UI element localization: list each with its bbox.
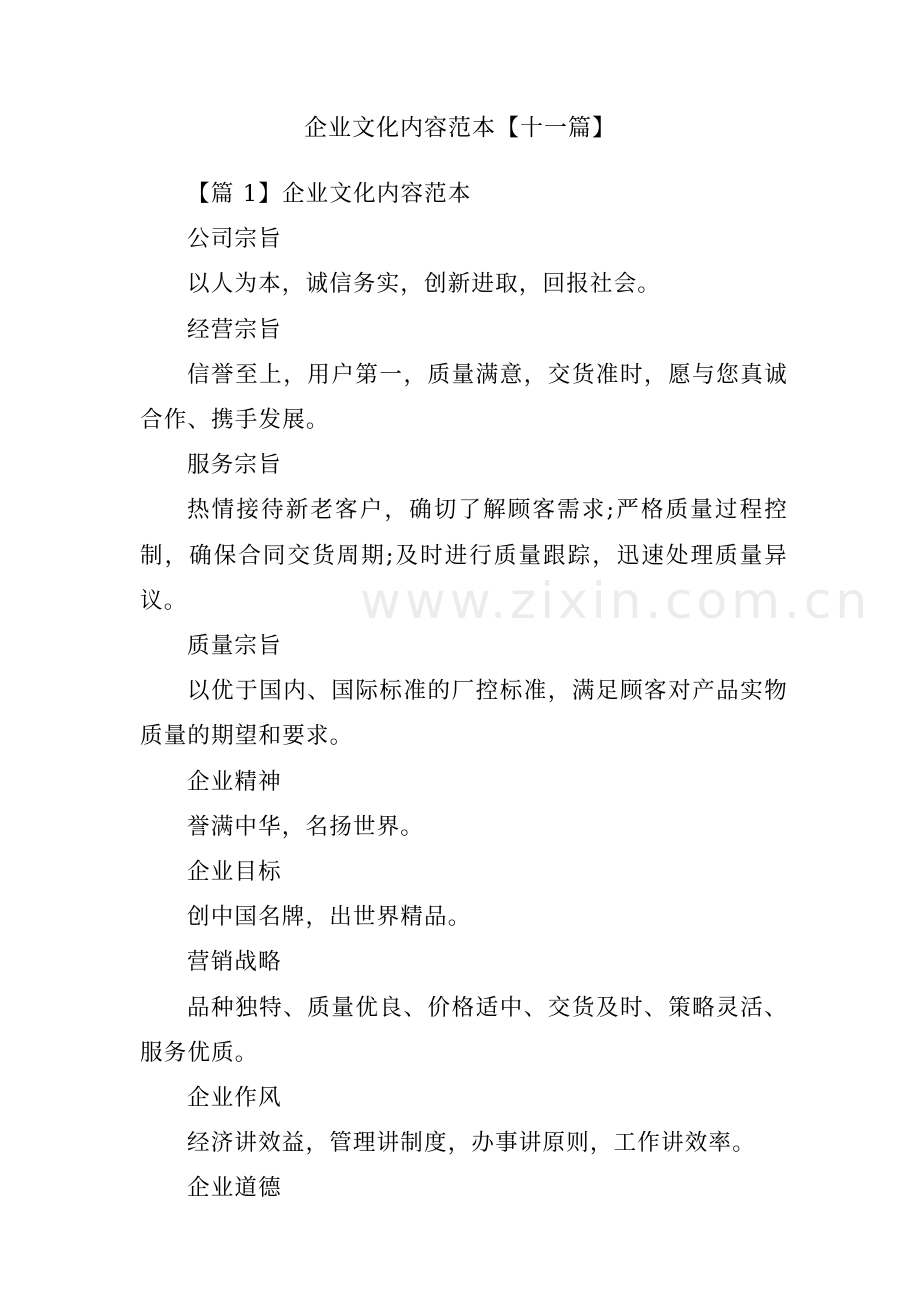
document-body [140, 172, 788, 1212]
paragraph: 誉满中华，名扬世界。 [187, 813, 425, 840]
paragraph: 质量宗旨 [187, 633, 282, 660]
paragraph: 企业精神 [187, 768, 282, 795]
paragraph: 品种独特、质量优良、价格适中、交货及时、策略灵活、服务优质。 [140, 994, 788, 1066]
paragraph: 公司宗旨 [187, 226, 282, 253]
paragraph: 经营宗旨 [187, 316, 282, 343]
paragraph: 企业作风 [187, 1085, 282, 1112]
paragraph: 热情接待新老客户，确切了解顾客需求;严格质量过程控制，确保合同交货周期;及时进行质量跟踪，迅速处理质量异议。 [140, 497, 788, 614]
paragraph: 信誉至上，用户第一，质量满意，交货准时，愿与您真诚合作、携手发展。 [140, 361, 788, 434]
document-title: 企业文化内容范本【十一篇】 [304, 115, 616, 141]
paragraph: 以人为本，诚信务实，创新进取，回报社会。 [187, 271, 662, 298]
paragraph: 营销战略 [187, 949, 282, 976]
paragraph: 经济讲效益，管理讲制度，办事讲原则，工作讲效率。 [187, 1130, 756, 1157]
paragraph: 企业目标 [187, 859, 282, 886]
paragraph: 创中国名牌，出世界精品。 [187, 904, 472, 931]
watermark: www.zixin.com.cn [360, 572, 872, 630]
section-heading: 【篇 1】企业文化内容范本 [187, 181, 472, 207]
paragraph: 以优于国内、国际标准的厂控标准，满足顾客对产品实物质量的期望和要求。 [140, 678, 788, 750]
paragraph: 服务宗旨 [187, 452, 282, 479]
paragraph: 企业道德 [187, 1175, 282, 1202]
